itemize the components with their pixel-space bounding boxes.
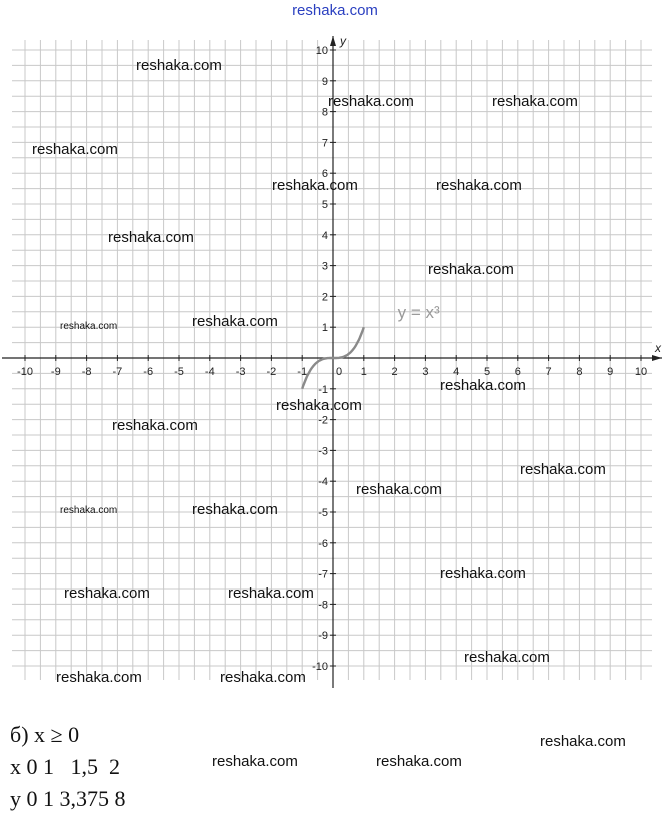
x-tick-label: -8 <box>81 366 92 378</box>
watermark: reshaka.com <box>272 177 358 194</box>
site-link[interactable]: reshaka.com <box>292 2 378 19</box>
watermark: reshaka.com <box>376 753 462 770</box>
x-tick-label: -5 <box>174 366 184 378</box>
y-tick-label: -5 <box>318 507 328 519</box>
x-tick-label: 2 <box>391 366 398 378</box>
y-tick-label: 10 <box>315 45 328 57</box>
y-tick-label: 1 <box>321 322 328 335</box>
watermark: reshaka.com <box>540 733 626 750</box>
x-tick-label: -1 <box>297 366 308 378</box>
y-tick-label: 8 <box>321 106 328 119</box>
y-tick-label: 6 <box>321 168 328 181</box>
watermark: reshaka.com <box>64 585 150 602</box>
x-tick-label: -6 <box>143 366 154 378</box>
x-tick-label: 3 <box>422 366 429 378</box>
y-tick-label: 2 <box>321 291 328 304</box>
y-tick-label: 5 <box>321 199 328 211</box>
y-tick-label: -8 <box>318 599 328 612</box>
x-axis-label: x <box>655 341 661 355</box>
watermark: reshaka.com <box>228 585 314 602</box>
y-value-row: y 0 1 3,375 8 <box>10 786 126 811</box>
y-tick-label: -3 <box>318 445 328 458</box>
watermark: reshaka.com <box>440 377 526 394</box>
watermark: reshaka.com <box>136 57 222 74</box>
x-tick-label: -10 <box>17 366 33 378</box>
watermark: reshaka.com <box>192 313 278 330</box>
x-tick-label: 8 <box>576 366 583 378</box>
y-tick-label: -4 <box>318 476 328 489</box>
y-axis-label: y <box>340 34 346 48</box>
watermark: reshaka.com <box>328 93 414 110</box>
watermark: reshaka.com <box>356 481 442 498</box>
y-tick-label: 7 <box>321 137 328 150</box>
y-tick-label: 3 <box>321 260 328 273</box>
y-tick-label: -7 <box>318 568 328 581</box>
x-tick-label: 9 <box>607 366 614 378</box>
y-tick-label: -10 <box>312 661 328 673</box>
y-tick-label: -6 <box>318 537 328 550</box>
part-b-condition: б) x ≥ 0 <box>10 722 80 747</box>
y-tick-label: -1 <box>318 383 328 396</box>
y-tick-label: 9 <box>321 75 328 88</box>
y-tick-label: -9 <box>318 630 328 643</box>
x-tick-label: 10 <box>634 366 648 378</box>
watermark: reshaka.com <box>436 177 522 194</box>
watermark: reshaka.com <box>492 93 578 110</box>
watermark: reshaka.com <box>464 649 550 666</box>
watermark: reshaka.com <box>60 505 118 516</box>
x-tick-label: 6 <box>514 366 521 378</box>
y-axis-arrow <box>330 36 336 46</box>
x-tick-label: 1 <box>360 366 367 378</box>
x-tick-label: -3 <box>235 366 246 378</box>
x-tick-label: -4 <box>204 366 215 378</box>
x-value-row: x 0 1 1,5 2 <box>10 754 120 779</box>
x-axis-arrow <box>652 355 662 361</box>
x-tick-label: 4 <box>453 366 460 378</box>
watermark: reshaka.com <box>112 417 198 434</box>
x-tick-label: -9 <box>50 366 61 378</box>
y-tick-label: 4 <box>321 229 328 242</box>
x-tick-label: -2 <box>266 366 277 378</box>
x-tick-label: -7 <box>112 366 123 378</box>
watermark: reshaka.com <box>212 753 298 770</box>
watermark: reshaka.com <box>520 461 606 478</box>
watermark: reshaka.com <box>192 501 278 518</box>
watermark: reshaka.com <box>56 669 142 686</box>
watermark: reshaka.com <box>276 397 362 414</box>
watermark: reshaka.com <box>108 229 194 246</box>
watermark: reshaka.com <box>32 141 118 158</box>
watermark: reshaka.com <box>428 261 514 278</box>
x-tick-label: 7 <box>545 366 552 378</box>
x-tick-label: 0 <box>335 366 343 378</box>
watermark: reshaka.com <box>220 669 306 686</box>
watermark: reshaka.com <box>440 565 526 582</box>
x-tick-label: 5 <box>483 366 491 378</box>
watermark: reshaka.com <box>60 321 118 332</box>
curve-label: y = x³ <box>397 302 440 322</box>
y-tick-label: -2 <box>318 414 328 427</box>
